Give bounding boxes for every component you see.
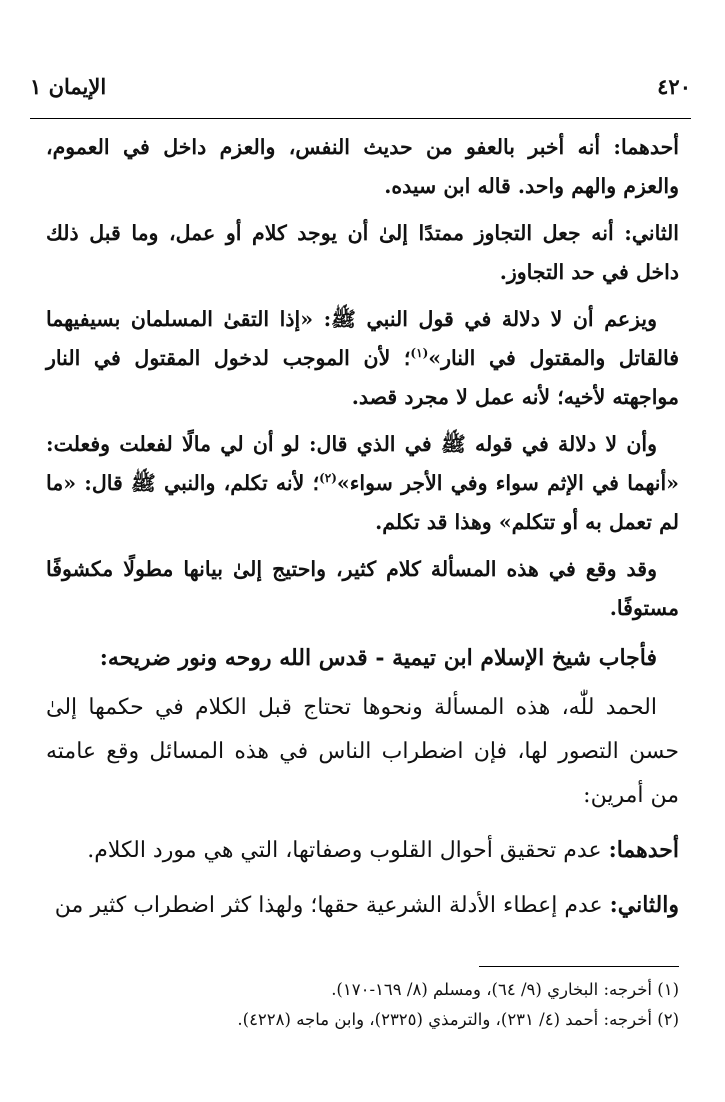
answer-first-point (46, 828, 679, 873)
footnote-ref-1: (١) (410, 346, 429, 361)
running-title: الإيمان ١ (30, 74, 107, 99)
page-number: ٤٢٠ (657, 74, 691, 99)
point-lead: أحدهما: (608, 837, 679, 863)
paragraph-first-view: أحدهما: أنه أخبر بالعفو من حديث النفس، والعزم داخل في العموم، والعزم والهم واحد. قاله ابن سيده. (46, 135, 679, 198)
header-rule (30, 118, 691, 119)
page-body (46, 128, 679, 938)
answer-intro: الحمد للّٰه، هذه المسألة ونحوها تحتاج قبل الكلام في حكمها إلىٰ حسن التصور لها، فإن اضطراب الناس في هذه المسائل وقع عامته من أمرين: (46, 695, 679, 808)
footnotes (46, 975, 679, 1035)
point-lead: والثاني: (609, 892, 679, 918)
answer-second-point (46, 883, 679, 928)
paragraph-hadith-wealth (46, 425, 679, 542)
footnote-ref-2: (٢) (319, 471, 337, 486)
paragraph-second-view: الثاني: أنه جعل التجاوز ممتدًا إلىٰ أن يوجد كلام أو عمل، وما قبل ذلك داخل في حد التجاوز. (46, 221, 679, 284)
answer-heading: فأجاب شيخ الإسلام ابن تيمية - قدس الله روحه ونور ضريحه: (99, 645, 657, 671)
paragraph-text: ؛ لأن الموجب لدخول المقتول في النار مواجهته لأخيه؛ لأنه عمل لا مجرد قصد. (46, 346, 679, 409)
footnote-2: (٢) أخرجه: أحمد (٤/ ٢٣١)، والترمذي (٢٣٢٥)، وابن ماجه (٤٢٢٨). (237, 1010, 679, 1029)
footnote-1: (١) أخرجه: البخاري (٩/ ٦٤)، ومسلم (٨/ ١٦٩-١٧٠). (331, 980, 679, 999)
paragraph-much-discussion: وقد وقع في هذه المسألة كلام كثير، واحتيج إلىٰ بيانها مطولًا مكشوفًا مستوفًا. (46, 557, 679, 620)
point-text: عدم تحقيق أحوال القلوب وصفاتها، التي هي مورد الكلام. (87, 838, 609, 863)
paragraph-text: ؛ لأنه تكلم، والنبي ﷺ قال: «ما لم تعمل به أو تتكلم» وهذا قد تكلم. (46, 471, 679, 534)
paragraph-text: ويزعم أن لا دلالة في قول النبي ﷺ: «إذا التقىٰ المسلمان بسيفيهما فالقاتل والمقتول في النار» (46, 307, 679, 370)
paragraph-text: وأن لا دلالة في قوله ﷺ في الذي قال: لو أن لي مالًا لفعلت وفعلت: «أنهما في الإثم سواء وفي الأجر سواء» (46, 432, 679, 495)
footnote-rule (479, 966, 679, 967)
page-header (30, 74, 691, 104)
point-text: عدم إعطاء الأدلة الشرعية حقها؛ ولهذا كثر اضطراب كثير من (54, 893, 610, 918)
paragraph-hadith-two-muslims (46, 300, 679, 417)
